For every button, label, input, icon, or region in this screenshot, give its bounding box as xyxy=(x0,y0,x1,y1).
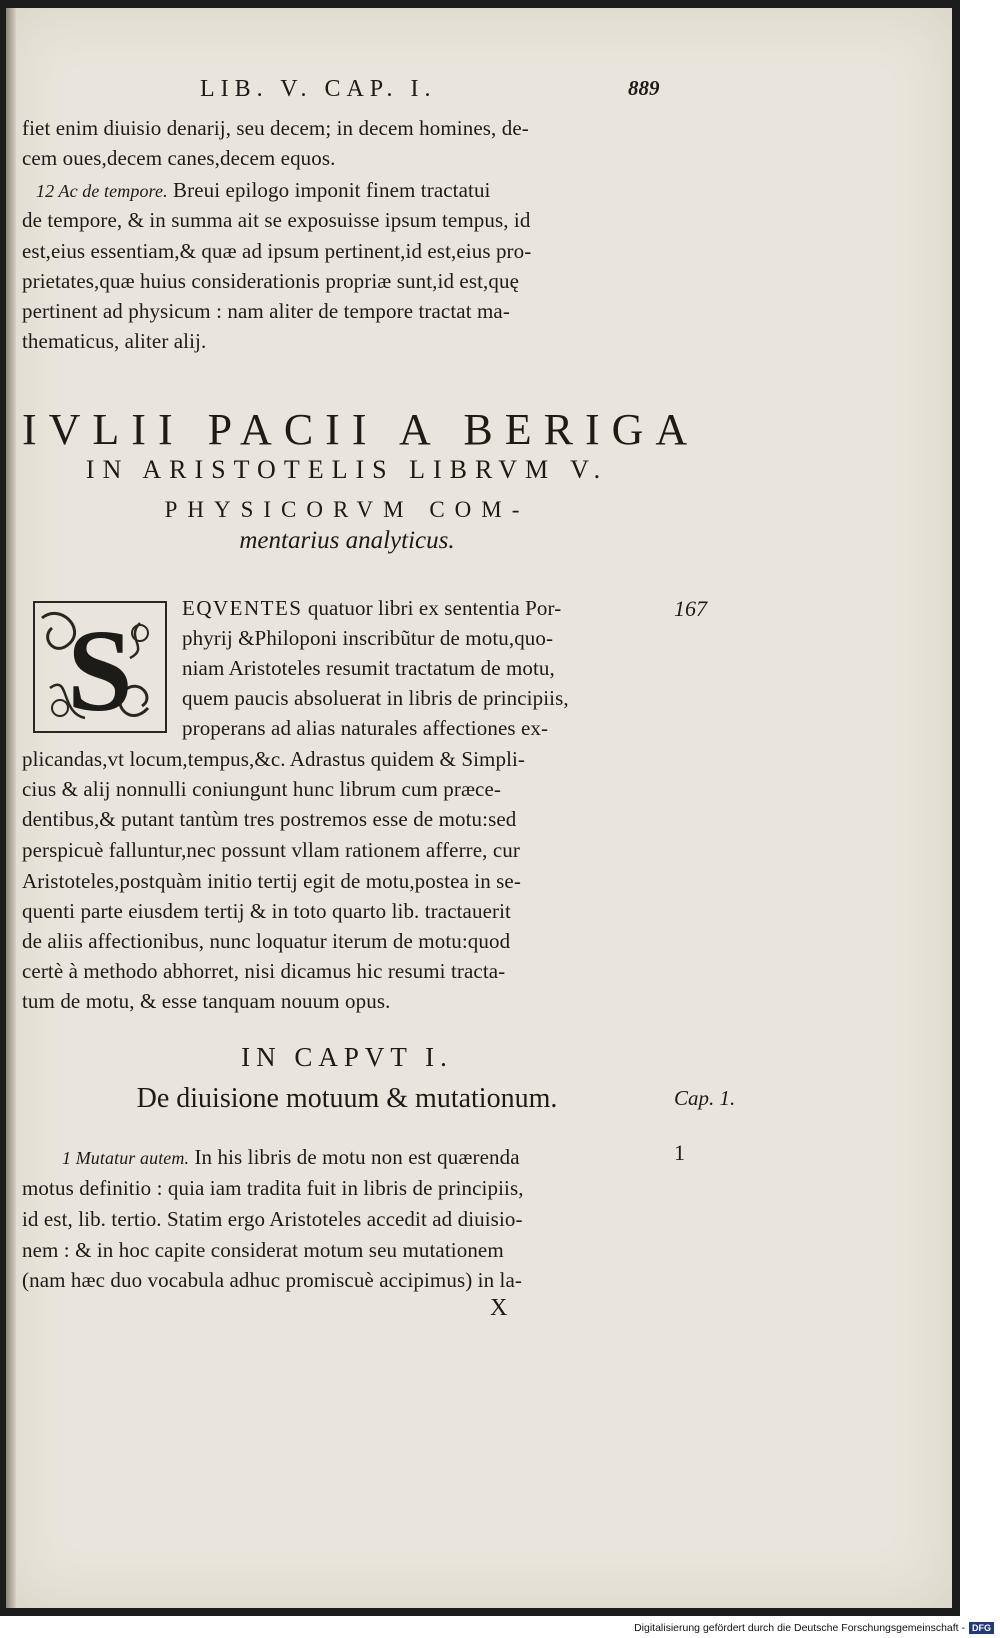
text-line: nem : & in hoc capite considerat motum seu mutationem xyxy=(22,1238,504,1262)
text-line: (nam hæc duo vocabula adhuc promiscuè accipimus) in la- xyxy=(22,1268,523,1292)
text-line: est,eius essentiam,& quæ ad ipsum pertinent,id est,eius pro- xyxy=(22,239,532,263)
intro-first-word: EQVENTES xyxy=(182,596,303,620)
text-line: perspicuè falluntur,nec possunt vllam rationem afferre, cur xyxy=(22,838,520,862)
book-subtitle-line4: mentarius analyticus. xyxy=(239,527,455,554)
text-line: cius & alij nonnulli coniungunt hunc librum cum præce- xyxy=(22,777,501,801)
running-head: LIB. V. CAP. I. xyxy=(200,76,437,102)
text-line: quenti parte eiusdem tertij & in toto quarto lib. tractauerit xyxy=(22,899,511,923)
text-line: plicandas,vt locum,tempus,&c. Adrastus quidem & Simpli- xyxy=(22,747,526,771)
text-line: de tempore, & in summa ait se exposuisse ipsum tempus, id xyxy=(22,208,531,232)
paragraph-12-first-line xyxy=(22,175,670,206)
chapter-heading: IN CAPVT I. xyxy=(241,1042,453,1072)
book-subtitle-line3: PHYSICORVM COM- xyxy=(164,497,530,522)
margin-number: 167 xyxy=(674,596,707,621)
signature-mark: X xyxy=(490,1295,508,1321)
text-span: Breui epilogo imponit finem tractatui xyxy=(167,178,491,202)
page-number: 889 xyxy=(628,76,660,100)
text-line: phyrij &Philoponi inscribũtur de motu,quo- xyxy=(182,626,554,650)
dfg-logo: DFG xyxy=(969,1622,994,1634)
intro-first-line xyxy=(182,593,672,623)
ornament-initial-icon xyxy=(30,598,170,736)
text-line: thematicus, aliter alij. xyxy=(22,329,207,353)
decorated-initial xyxy=(30,598,170,736)
chapter-margin-label: Cap. 1. xyxy=(674,1086,736,1110)
digitization-footer xyxy=(634,1620,994,1636)
paragraph-lead: 1 Mutatur autem. xyxy=(62,1148,190,1168)
text-line: quem paucis absoluerat in libris de principiis, xyxy=(182,686,569,710)
text-line: pertinent ad physicum : nam aliter de tempore tractat ma- xyxy=(22,299,510,323)
footer-text: Digitalisierung gefördert durch die Deutsche Forschungsgemeinschaft - xyxy=(634,1622,965,1634)
paragraph-lead: 12 Ac de tempore. xyxy=(36,181,168,201)
text-line: prietates,quæ huius considerationis propriæ sunt,id est,quę xyxy=(22,269,520,293)
text-line: de aliis affectionibus, nunc loquatur iterum de motu:quod xyxy=(22,929,511,953)
text-line: Aristoteles,postquàm initio tertij egit de motu,postea in se- xyxy=(22,869,521,893)
text-line: fiet enim diuisio denarij, seu decem; in decem homines, de- xyxy=(22,116,529,140)
text-line: niam Aristoteles resumit tractatum de motu, xyxy=(182,656,555,680)
initial-letter: S xyxy=(67,605,133,736)
text-line: properans ad alias naturales affectiones ex- xyxy=(182,716,549,740)
chapter-title: De diuisione motuum & mutationum. xyxy=(136,1083,558,1114)
book-subtitle: IN ARISTOTELIS LIBRVM V. xyxy=(85,455,609,484)
text-line: tum de motu, & esse tanquam nouum opus. xyxy=(22,989,391,1013)
page-binding-edge xyxy=(6,8,16,1608)
text-line: cem oues,decem canes,decem equos. xyxy=(22,146,336,170)
book-title: IVLII PACII A BERIGA xyxy=(22,405,700,454)
text-line: certè à methodo abhorret, nisi dicamus hic resumi tracta- xyxy=(22,959,506,983)
chapter-para-first-line xyxy=(22,1142,670,1173)
text-line: motus definitio : quia iam tradita fuit in libris de principiis, xyxy=(22,1176,524,1200)
margin-number: 1 xyxy=(674,1140,685,1165)
text-line: id est, lib. tertio. Statim ergo Aristoteles accedit ad diuisio- xyxy=(22,1207,523,1231)
text-span: In his libris de motu non est quærenda xyxy=(189,1145,520,1169)
text-span: quatuor libri ex sententia Por- xyxy=(302,596,562,620)
text-line: dentibus,& putant tantùm tres postremos esse de motu:sed xyxy=(22,807,517,831)
